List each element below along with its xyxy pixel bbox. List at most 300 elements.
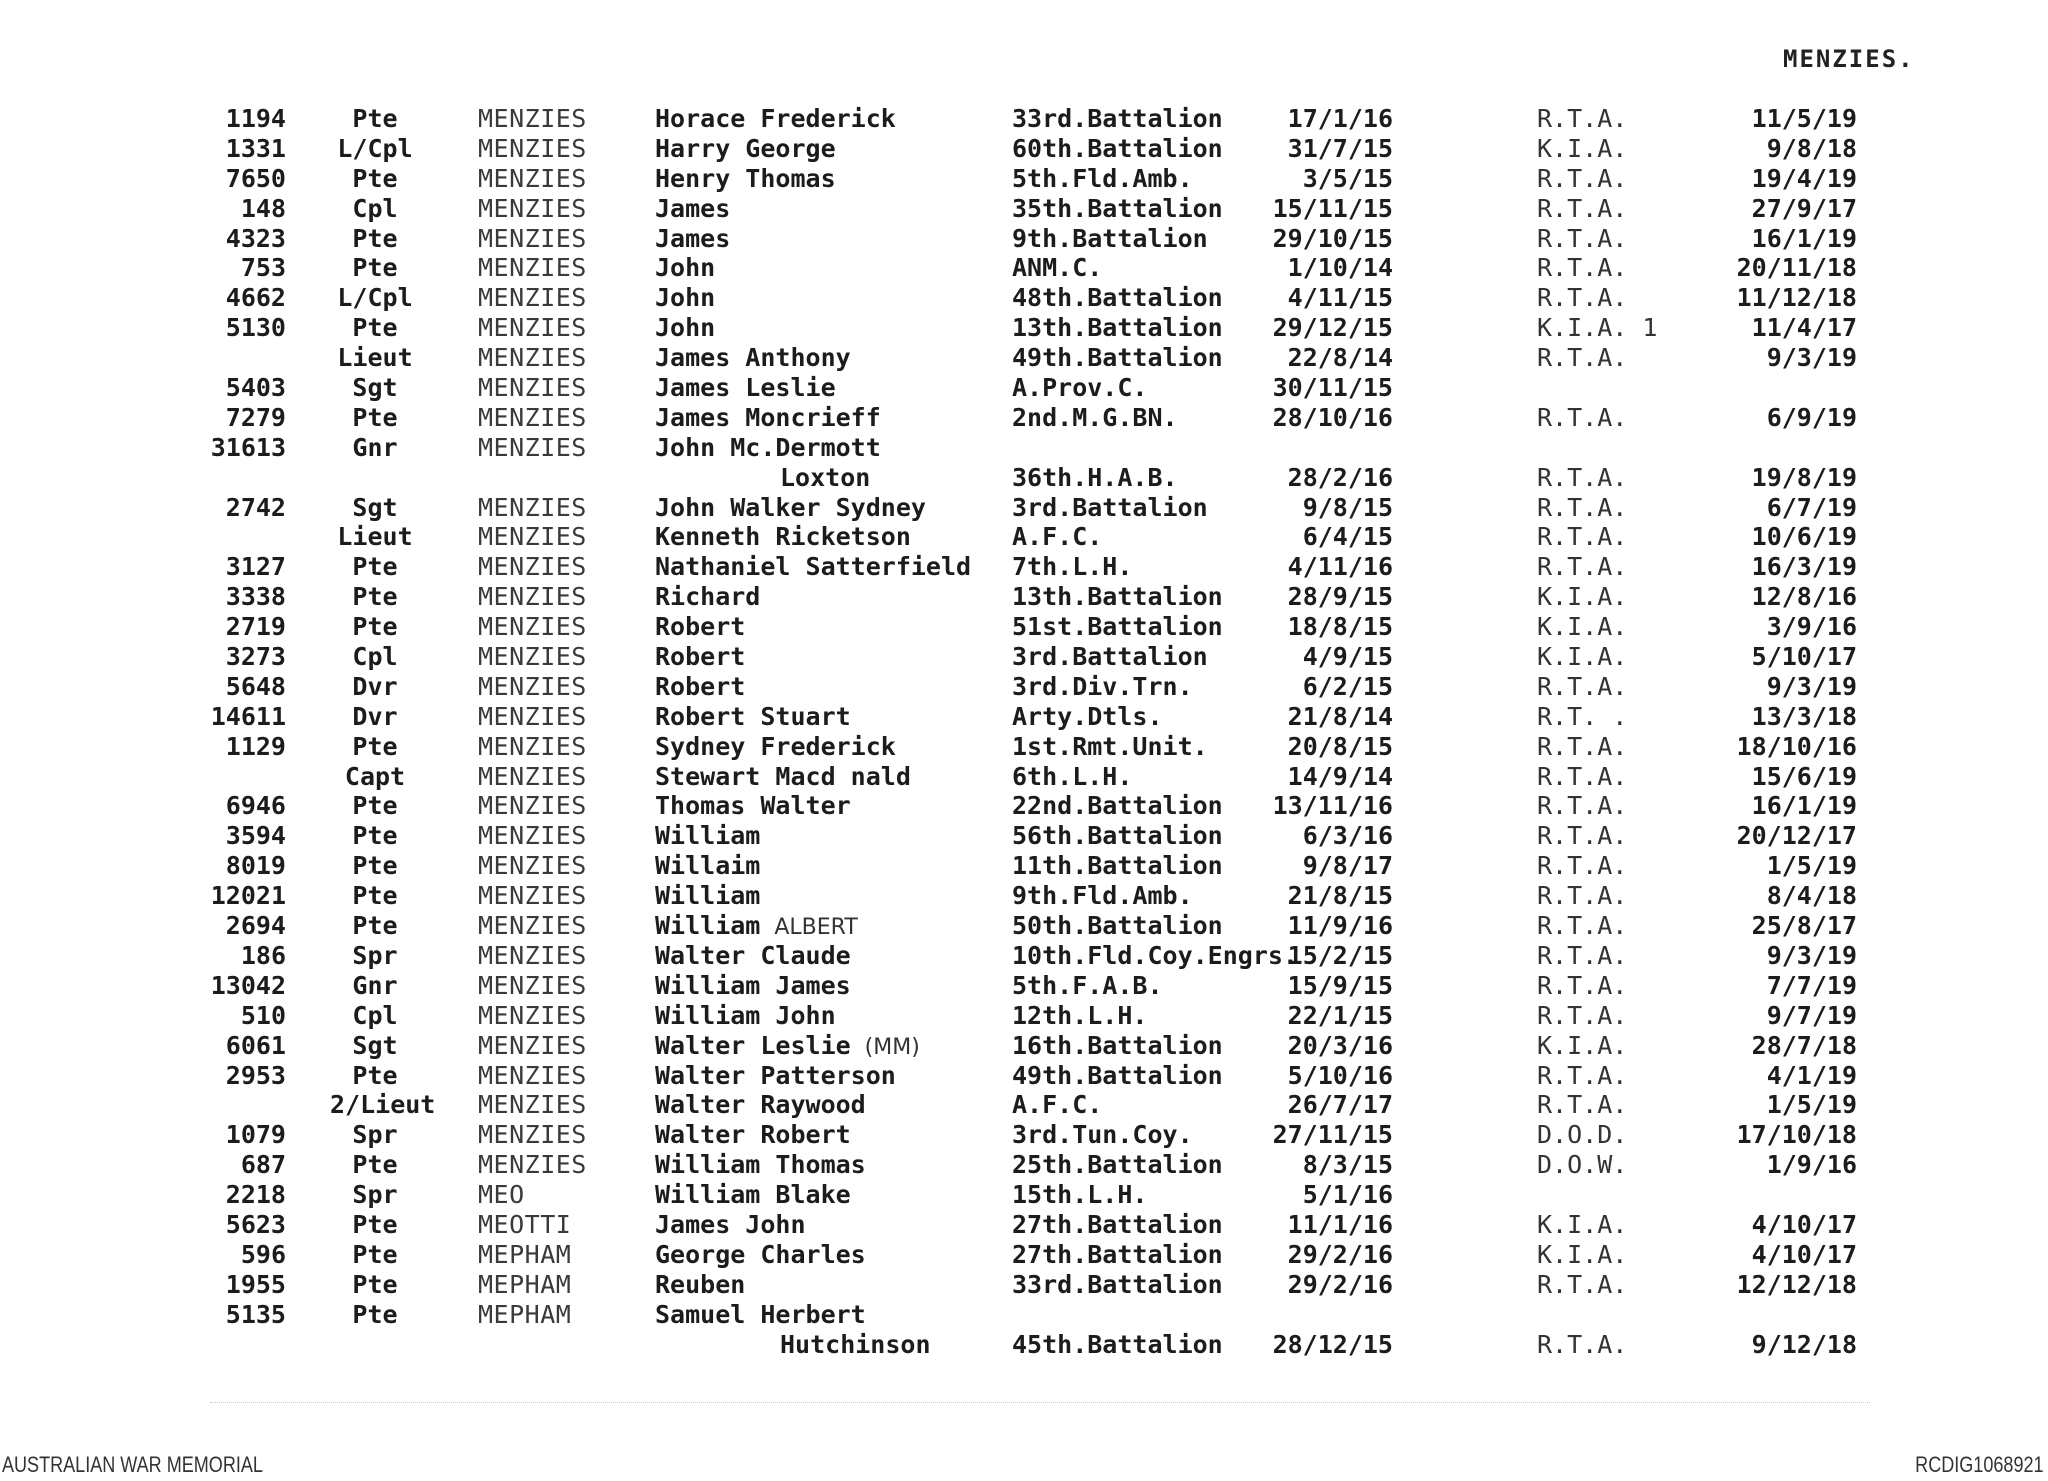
fate-date: 20/11/18 [1736,253,1857,283]
surname: MENZIES [478,1030,587,1060]
surname: MENZIES [478,940,587,970]
given-names: Reuben [655,1269,746,1299]
surname: MENZIES [478,761,587,791]
table-row [0,1001,2048,1031]
unit: 16th.Battalion [1012,1030,1223,1060]
fate-date: 28/7/18 [1751,1030,1857,1060]
rank: Pte [352,582,398,612]
unit: 1st.Rmt.Unit. [1012,731,1208,761]
table-row [0,463,2048,493]
service-number: 8019 [225,851,286,881]
rank: 2/Lieut [330,1090,436,1120]
fate: D.O.D. [1537,1120,1628,1150]
fate: R.T.A. [1537,402,1628,432]
unit: 56th.Battalion [1012,821,1223,851]
enlistment-date: 29/10/15 [1272,223,1393,253]
enlistment-date: 26/7/17 [1287,1090,1393,1120]
surname: MEPHAM [478,1269,572,1299]
fate-date: 4/10/17 [1751,1209,1857,1239]
enlistment-date: 21/8/15 [1287,881,1393,911]
table-row [0,881,2048,911]
given-names: William [655,821,761,851]
unit: 27th.Battalion [1012,1239,1223,1269]
surname: MENZIES [478,970,587,1000]
table-row [0,612,2048,642]
service-number: 14611 [210,701,286,731]
enlistment-date: 29/2/16 [1287,1239,1393,1269]
footer-reference: RCDIG1068921 [1915,1452,2044,1477]
rank: Gnr [352,970,398,1000]
service-number: 1194 [225,104,286,133]
fate-date: 15/6/19 [1751,761,1857,791]
enlistment-date: 27/11/15 [1272,1120,1393,1150]
unit: 15th.L.H. [1012,1180,1148,1210]
fate-date: 1/9/16 [1766,1150,1857,1180]
enlistment-date: 5/10/16 [1287,1060,1393,1090]
service-number: 6946 [225,791,286,821]
rank: Pte [352,402,398,432]
enlistment-date: 1/10/14 [1287,253,1393,283]
surname: MENZIES [478,373,587,403]
rank: Spr [352,1120,398,1150]
rank: Pte [352,552,398,582]
enlistment-date: 6/4/15 [1302,522,1393,552]
unit: 9th.Fld.Amb. [1012,881,1193,911]
fate-date: 9/8/18 [1766,133,1857,163]
surname: MENZIES [478,552,587,582]
surname: MENZIES [478,432,587,462]
table-row [0,1240,2048,1270]
table-row [0,224,2048,254]
fate: R.T.A. [1537,1090,1628,1120]
enlistment-date: 14/9/14 [1287,761,1393,791]
service-number: 31613 [210,432,286,462]
rank: Pte [352,253,398,283]
fate: R.T.A. [1537,1060,1628,1090]
surname: MEO [478,1180,525,1210]
unit: 3rd.Battalion [1012,492,1208,522]
service-number: 5130 [225,313,286,343]
service-number: 596 [240,1239,286,1269]
surname: MENZIES [478,671,587,701]
rank: Pte [352,791,398,821]
unit: 60th.Battalion [1012,133,1223,163]
enlistment-date: 28/12/15 [1272,1329,1393,1359]
fate: R.T.A. [1537,1000,1628,1030]
surname: MENZIES [478,1090,587,1120]
given-names: Kenneth Ricketson [655,522,911,552]
given-names: William James [655,970,851,1000]
enlistment-date: 15/2/15 [1287,940,1393,970]
rank: Pte [352,1209,398,1239]
rank: Lieut [337,343,413,373]
surname: MENZIES [478,313,587,343]
rank: Sgt [352,1030,398,1060]
rank: Capt [344,761,406,791]
given-names: Sydney Frederick [655,731,896,761]
unit: 45th.Battalion [1012,1329,1223,1359]
service-number: 7279 [225,402,286,432]
service-number: 4323 [225,223,286,253]
fate: K.I.A. [1537,642,1628,672]
given-names: William Blake [655,1180,851,1210]
service-number: 2953 [225,1060,286,1090]
given-names: John Mc.Dermott [655,432,881,462]
rank: Pte [352,911,398,941]
surname: MENZIES [478,133,587,163]
fate-date: 27/9/17 [1751,193,1857,223]
service-number: 3594 [225,821,286,851]
unit: 33rd.Battalion [1012,1269,1223,1299]
unit: 7th.L.H. [1012,552,1133,582]
given-names: William Thomas [655,1150,866,1180]
given-names: John [655,283,716,313]
enlistment-date: 28/2/16 [1287,462,1393,492]
fate: R.T. . [1537,701,1628,731]
fate-date: 6/7/19 [1766,492,1857,522]
enlistment-date: 15/9/15 [1287,970,1393,1000]
fate: R.T.A. [1537,163,1628,193]
surname: MENZIES [478,492,587,522]
service-number: 148 [240,193,286,223]
fate: R.T.A. [1537,283,1628,313]
enlistment-date: 15/11/15 [1272,193,1393,223]
rank: Pte [352,731,398,761]
table-row [0,403,2048,433]
table-row [0,522,2048,552]
table-row [0,911,2048,941]
fate-date: 19/8/19 [1751,462,1857,492]
scan-artifact-line [210,1402,1870,1404]
unit: 13th.Battalion [1012,582,1223,612]
unit: 50th.Battalion [1012,911,1223,941]
fate-date: 4/1/19 [1766,1060,1857,1090]
surname: MENZIES [478,582,587,612]
surname: MENZIES [478,402,587,432]
unit: 9th.Battalion [1012,223,1208,253]
enlistment-date: 11/9/16 [1287,911,1393,941]
rank: Pte [352,1269,398,1299]
rank: Pte [352,223,398,253]
rank: L/Cpl [337,283,413,313]
rank: Sgt [352,492,398,522]
fate: K.I.A. 1 [1537,313,1658,343]
fate-date: 5/10/17 [1751,642,1857,672]
surname: MENZIES [478,851,587,881]
table-row [0,313,2048,343]
service-number: 12021 [210,881,286,911]
given-names: Robert [655,642,746,672]
surname: MENZIES [478,791,587,821]
surname: MENZIES [478,1060,587,1090]
table-row [0,672,2048,702]
service-number: 13042 [210,970,286,1000]
surname: MEPHAM [478,1299,572,1329]
handwritten-annotation: (MM) [864,1034,920,1060]
fate-date: 9/3/19 [1766,940,1857,970]
rank: Pte [352,851,398,881]
fate-date: 11/4/17 [1751,313,1857,343]
fate-date: 16/3/19 [1751,552,1857,582]
surname: MEOTTI [478,1209,572,1239]
service-number: 510 [240,1000,286,1030]
rank: Pte [352,821,398,851]
given-names: John [655,313,716,343]
enlistment-date: 18/8/15 [1287,612,1393,642]
fate: R.T.A. [1537,791,1628,821]
service-number: 7650 [225,163,286,193]
unit: 13th.Battalion [1012,313,1223,343]
table-row [0,791,2048,821]
table-row [0,1330,2048,1360]
given-names: William ALBERT [655,911,858,941]
table-row [0,582,2048,612]
enlistment-date: 30/11/15 [1272,373,1393,403]
given-names: Walter Robert [655,1120,851,1150]
fate-date: 11/5/19 [1751,104,1857,133]
given-names: James Anthony [655,343,851,373]
enlistment-date: 29/2/16 [1287,1269,1393,1299]
rank: Pte [352,612,398,642]
table-row [0,821,2048,851]
handwritten-annotation: ALBERT [774,915,858,941]
fate-date: 9/12/18 [1751,1329,1857,1359]
fate: K.I.A. [1537,612,1628,642]
service-number: 1331 [225,133,286,163]
given-names: Willaim [655,851,761,881]
fate-date: 3/9/16 [1766,612,1857,642]
fate: R.T.A. [1537,1269,1628,1299]
rank: Spr [352,1180,398,1210]
table-row [0,493,2048,523]
enlistment-date: 13/11/16 [1272,791,1393,821]
surname: MENZIES [478,522,587,552]
rank: Cpl [352,193,398,223]
rank: Gnr [352,432,398,462]
rank: Dvr [352,701,398,731]
unit: 51st.Battalion [1012,612,1223,642]
fate: K.I.A. [1537,1239,1628,1269]
table-row [0,134,2048,164]
enlistment-date: 11/1/16 [1287,1209,1393,1239]
unit: 22nd.Battalion [1012,791,1223,821]
nominal-roll-table [0,104,2048,1359]
enlistment-date: 4/11/16 [1287,552,1393,582]
fate: R.T.A. [1537,492,1628,522]
table-row [0,253,2048,283]
enlistment-date: 8/3/15 [1302,1150,1393,1180]
enlistment-date: 6/3/16 [1302,821,1393,851]
surname: MENZIES [478,253,587,283]
surname: MENZIES [478,1120,587,1150]
service-number: 6061 [225,1030,286,1060]
rank: Pte [352,1239,398,1269]
rank: Pte [352,104,398,133]
surname: MENZIES [478,612,587,642]
given-names: William John [655,1000,836,1030]
fate-date: 20/12/17 [1736,821,1857,851]
given-names: Horace Frederick [655,104,896,133]
enlistment-date: 20/3/16 [1287,1030,1393,1060]
surname: MENZIES [478,1000,587,1030]
rank: Pte [352,1150,398,1180]
unit: 3rd.Div.Trn. [1012,671,1193,701]
service-number: 2719 [225,612,286,642]
table-row [0,1031,2048,1061]
fate: R.T.A. [1537,881,1628,911]
given-names: Thomas Walter [655,791,851,821]
given-names: Loxton [780,462,871,492]
enlistment-date: 29/12/15 [1272,313,1393,343]
fate: R.T.A. [1537,851,1628,881]
given-names: Robert [655,612,746,642]
service-number: 2742 [225,492,286,522]
given-names: Robert [655,671,746,701]
given-names: John Walker Sydney [655,492,926,522]
surname: MENZIES [478,881,587,911]
unit: 2nd.M.G.BN. [1012,402,1178,432]
unit: 49th.Battalion [1012,343,1223,373]
service-number: 5403 [225,373,286,403]
given-names: James John [655,1209,806,1239]
fate-date: 25/8/17 [1751,911,1857,941]
rank: L/Cpl [337,133,413,163]
page-heading: MENZIES. [1783,45,1915,73]
given-names: James Leslie [655,373,836,403]
table-row [0,343,2048,373]
surname: MENZIES [478,104,587,133]
rank: Pte [352,163,398,193]
fate-date: 8/4/18 [1766,881,1857,911]
fate: R.T.A. [1537,761,1628,791]
given-names: Hutchinson [780,1329,931,1359]
service-number: 5623 [225,1209,286,1239]
enlistment-date: 31/7/15 [1287,133,1393,163]
enlistment-date: 17/1/16 [1287,104,1393,133]
enlistment-date: 20/8/15 [1287,731,1393,761]
unit: 5th.Fld.Amb. [1012,163,1193,193]
service-number: 1079 [225,1120,286,1150]
given-names: John [655,253,716,283]
given-names: William [655,881,761,911]
fate: R.T.A. [1537,970,1628,1000]
fate-date: 1/5/19 [1766,851,1857,881]
table-row [0,1210,2048,1240]
table-row [0,941,2048,971]
unit: 27th.Battalion [1012,1209,1223,1239]
surname: MENZIES [478,163,587,193]
given-names: George Charles [655,1239,866,1269]
fate-date: 13/3/18 [1751,701,1857,731]
fate: R.T.A. [1537,253,1628,283]
table-row [0,971,2048,1001]
fate-date: 1/5/19 [1766,1090,1857,1120]
table-row [0,164,2048,194]
rank: Lieut [337,522,413,552]
service-number: 2694 [225,911,286,941]
surname: MENZIES [478,911,587,941]
table-row [0,702,2048,732]
rank: Pte [352,1299,398,1329]
fate-date: 6/9/19 [1766,402,1857,432]
given-names: James [655,193,731,223]
unit: 33rd.Battalion [1012,104,1223,133]
table-row [0,1270,2048,1300]
surname: MENZIES [478,1150,587,1180]
footer-institution: AUSTRALIAN WAR MEMORIAL [2,1452,263,1477]
service-number: 3338 [225,582,286,612]
fate-date: 9/7/19 [1766,1000,1857,1030]
surname: MEPHAM [478,1239,572,1269]
unit: Arty.Dtls. [1012,701,1163,731]
enlistment-date: 28/10/16 [1272,402,1393,432]
fate-date: 12/8/16 [1751,582,1857,612]
given-names: James [655,223,731,253]
surname: MENZIES [478,343,587,373]
table-row [0,762,2048,792]
unit: 6th.L.H. [1012,761,1133,791]
unit: A.F.C. [1012,1090,1103,1120]
fate: R.T.A. [1537,731,1628,761]
surname: MENZIES [478,731,587,761]
fate: R.T.A. [1537,223,1628,253]
unit: 12th.L.H. [1012,1000,1148,1030]
enlistment-date: 9/8/17 [1302,851,1393,881]
fate: K.I.A. [1537,1030,1628,1060]
fate: D.O.W. [1537,1150,1628,1180]
fate: K.I.A. [1537,582,1628,612]
fate-date: 12/12/18 [1736,1269,1857,1299]
surname: MENZIES [478,223,587,253]
given-names: Robert Stuart [655,701,851,731]
fate: K.I.A. [1537,133,1628,163]
fate-date: 4/10/17 [1751,1239,1857,1269]
given-names: James Moncrieff [655,402,881,432]
fate: K.I.A. [1537,1209,1628,1239]
enlistment-date: 21/8/14 [1287,701,1393,731]
unit: 11th.Battalion [1012,851,1223,881]
table-row [0,1300,2048,1330]
table-row [0,1061,2048,1091]
unit: 36th.H.A.B. [1012,462,1178,492]
enlistment-date: 9/8/15 [1302,492,1393,522]
table-row [0,1120,2048,1150]
fate-date: 9/3/19 [1766,343,1857,373]
fate: R.T.A. [1537,522,1628,552]
table-row [0,433,2048,463]
fate-date: 7/7/19 [1766,970,1857,1000]
surname: MENZIES [478,821,587,851]
rank: Pte [352,313,398,343]
enlistment-date: 5/1/16 [1302,1180,1393,1210]
fate: R.T.A. [1537,671,1628,701]
service-number: 753 [240,253,286,283]
given-names: Nathaniel Satterfield [655,552,972,582]
fate-date: 10/6/19 [1751,522,1857,552]
table-row [0,283,2048,313]
service-number: 2218 [225,1180,286,1210]
enlistment-date: 22/8/14 [1287,343,1393,373]
service-number: 5648 [225,671,286,701]
unit: 48th.Battalion [1012,283,1223,313]
rank: Dvr [352,671,398,701]
rank: Cpl [352,1000,398,1030]
fate: R.T.A. [1537,343,1628,373]
unit: 3rd.Battalion [1012,642,1208,672]
given-names: Richard [655,582,761,612]
service-number: 186 [240,940,286,970]
rank: Pte [352,881,398,911]
